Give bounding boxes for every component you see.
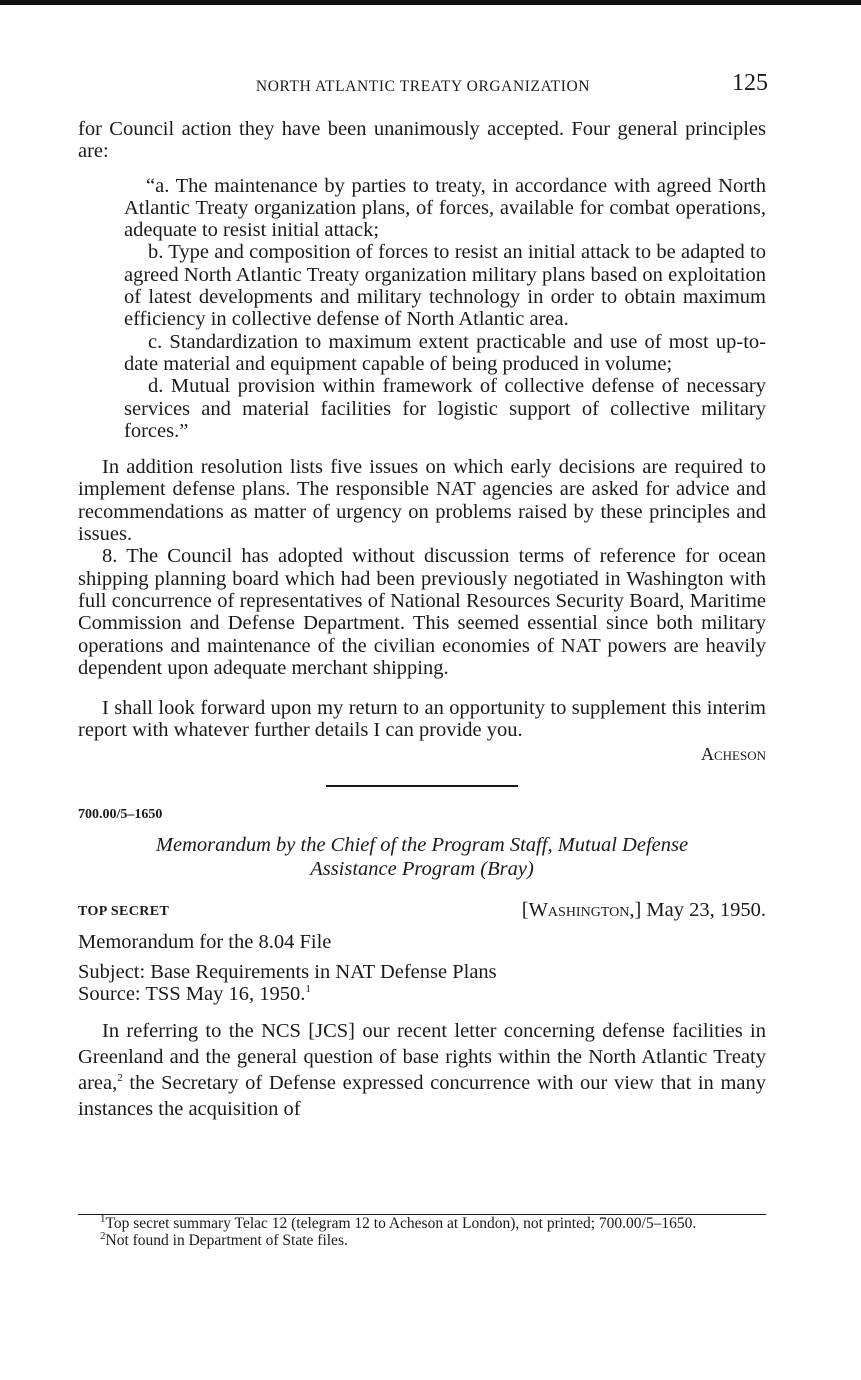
paragraph-closing: I shall look forward upon my return to an opportunity to supplement this interim report with whatever further details I can provide you. — [78, 697, 766, 742]
footnote-1-text: Top secret summary Telac 12 (telegram 12 to Acheson at London), not printed; 700.00/5–1650. — [105, 1215, 697, 1232]
memo-source — [78, 983, 766, 1005]
principle-a: “a. The maintenance by parties to treaty, in accordance with agreed North Atlantic Treaty organization plans, of forces, available for combat operations, adequate to resist initial attack; — [124, 174, 766, 242]
memo-title — [78, 833, 766, 881]
footnote-2-text: Not found in Department of State files. — [105, 1232, 348, 1249]
page-number: 125 — [732, 70, 768, 96]
running-title: NORTH ATLANTIC TREATY ORGANIZATION — [255, 78, 591, 95]
principle-b: b. Type and composition of forces to resist an initial attack to be adapted to agreed North Atlantic Treaty organization military plans based on exploitation of latest developments and military technology in order to obtain maximum efficiency in collective defense of North Atlantic area. — [124, 241, 766, 331]
principles-quote — [78, 175, 766, 443]
file-number: 700.00/5–1650 — [78, 806, 163, 822]
memo-date — [522, 899, 766, 922]
memo-paragraph — [78, 1018, 766, 1122]
section-divider — [326, 785, 518, 787]
footnote-ref-1: 1 — [305, 983, 311, 996]
memo-place: [Washington,] — [521, 898, 642, 921]
paragraph-issues: In addition resolution lists five issues on which early decisions are required to implement defense plans. The responsible NAT agencies are asked for advice and recommendations as matter of urgency on problems raised by these principles and issues. — [78, 456, 766, 546]
footnote-2 — [78, 1229, 766, 1249]
memo-date-value: May 23, 1950. — [641, 898, 766, 921]
classification: TOP SECRET — [78, 903, 170, 919]
running-header — [78, 70, 768, 100]
memo-title-line1: Memorandum by the Chief of the Program Staff, Mutual Defense — [155, 833, 689, 856]
memo-source-text: Source: TSS May 16, 1950. — [78, 983, 306, 1006]
memo-paragraph-a: In referring to the NCS [JCS] our recent letter concerning defense facilities in Greenland and the general question of base rights within the North Atlantic Treaty area, — [78, 1019, 766, 1094]
principle-c: c. Standardization to maximum extent practicable and use of most up-to-date material and equipment capable of being produced in volume; — [124, 330, 766, 375]
memo-for: Memorandum for the 8.04 File — [78, 930, 332, 953]
footnote-2-mark: 2 — [100, 1229, 106, 1242]
footnote-ref-2: 2 — [117, 1071, 123, 1084]
page-body — [78, 118, 766, 1122]
principle-d: d. Mutual provision within framework of collective defense of necessary services and material facilities for logistic support of collective military forces.” — [124, 375, 766, 442]
paragraph-shipping: 8. The Council has adopted without discussion terms of reference for ocean shipping planning board which had been previously negotiated in Washington with full concurrence of representatives of National Resources Security Board, Maritime Commission and Defense Department. This seemed essential since both military operations and maintenance of the civilian economies of NAT powers are heavily dependent upon adequate merchant shipping. — [78, 545, 766, 679]
footnote-1 — [78, 1212, 766, 1232]
paragraph-intro: for Council action they have been unanimously accepted. Four general principles are: — [78, 118, 766, 163]
memo-paragraph-b: the Secretary of Defense expressed concurrence with our view that in many instances the acquisition of — [78, 1071, 766, 1120]
footnotes — [78, 1214, 766, 1249]
memo-subject: Subject: Base Requirements in NAT Defense Plans — [78, 961, 497, 984]
signature: Acheson — [700, 743, 766, 764]
dateline — [78, 899, 766, 925]
footnote-1-mark: 1 — [100, 1212, 106, 1225]
memo-title-line2: Assistance Program (Bray) — [310, 857, 534, 880]
page-top-rule — [0, 0, 861, 5]
